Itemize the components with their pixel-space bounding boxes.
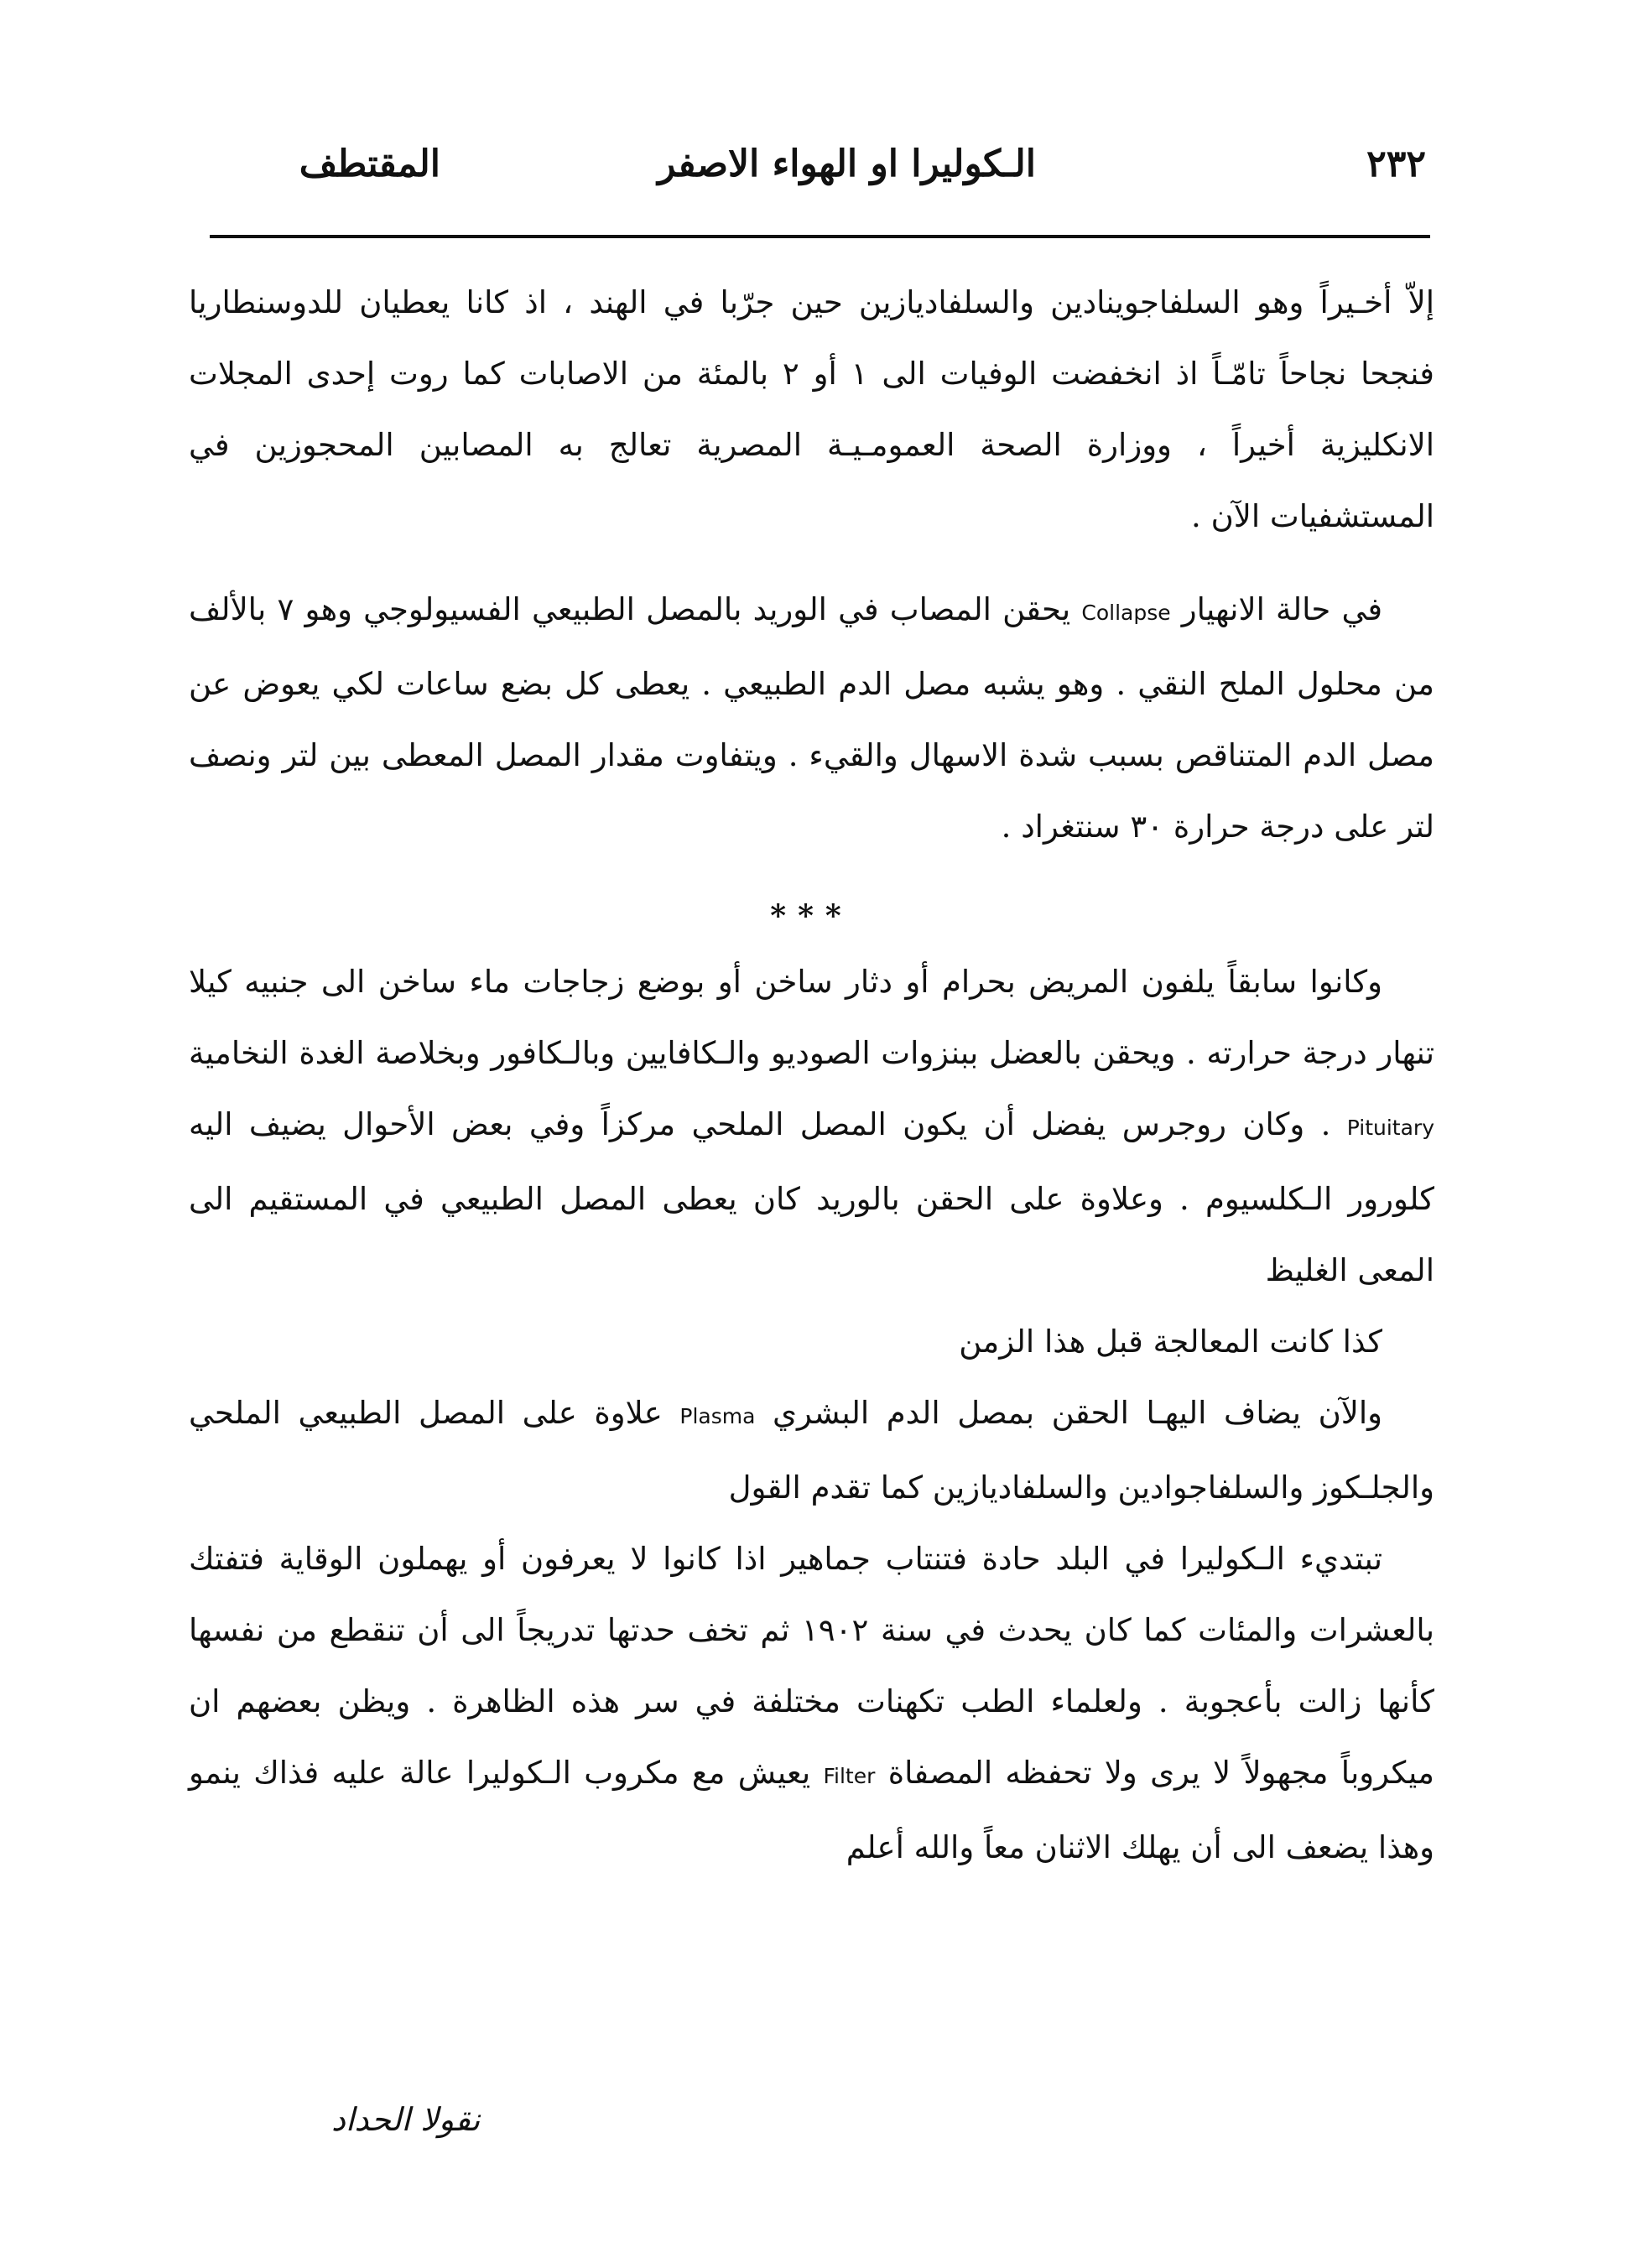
section-separator: *** (770, 898, 853, 934)
latin-term-filter: Filter (823, 1764, 876, 1788)
paragraph-6 (189, 1523, 1434, 1883)
latin-term-pituitary: Pituitary (1346, 1116, 1434, 1140)
paragraph-5-text-end: علاوة على المصل الطبيعي الملحي والجلـكوز والسلفاجوادين والسلفاديازين كما تقدم القول (189, 1395, 1434, 1506)
latin-term-plasma: Plasma (679, 1404, 756, 1428)
paragraph-6-text-start: تبتديء الـكوليرا في البلد حادة فتنتاب جماهير اذا كانوا لا يعرفون أو يهملون الوقاية فتفتك بالعشرات والمئات كما كان يحدث في سنة ١٩٠٢ ثم تخف حدتها تدريجاً الى أن تنقطع من نفسها كأنها زالت بأعجوبة . ولعلماء الطب تكهنات مختلفة في سر هذه الظاهرة . ويظن بعضهم ان ميكروباً مجهولاً لا يرى ولا تحفظه المصفاة (189, 1541, 1434, 1791)
journal-name: المقتطف (299, 143, 440, 185)
header-rule (210, 235, 1430, 238)
paragraph-1: إلاّ أخـيراً وهو السلفاجوينادين والسلفاديازين حين جرّبا في الهند ، اذ كانا يعطيان للدوسنطاريا فنجحا نجاحاً تامّـاً اذ انخفضت الوفيات الى ١ أو ٢ بالمئة من الاصابات كما روت إحدى المجلات الانكليزية أخيراً ، ووزارة الصحة العمومـيـة المصرية تعالج به المصابين المحجوزين في المستشفيات الآن . (189, 284, 1434, 534)
paragraph-2 (189, 574, 1434, 862)
paragraph-3 (189, 946, 1434, 1306)
page-number: ٢٣٢ (1366, 143, 1426, 185)
author-signature: نقولا الحداد (331, 2101, 481, 2138)
paragraph-4: كذا كانت المعالجة قبل هذا الزمن (959, 1324, 1382, 1360)
article-title: الـكوليرا او الهواء الاصفر (658, 143, 1036, 185)
paragraph-5-text-start: والآن يضاف اليهـا الحقن بمصل الدم البشري (755, 1395, 1382, 1431)
paragraph-3-text-start: وكانوا سابقاً يلفون المريض بحرام أو دثار ساخن أو بوضع زجاجات ماء ساخن الى جنبيه كيلا تنهار درجة حرارته . ويحقن بالعضل ببنزوات الصوديو والـكافايين وبالـكافور وبخلاصة الغدة النخامية (189, 964, 1434, 1071)
paragraph-2-text-start: في حالة الانهيار (1170, 591, 1383, 627)
paragraph-5 (189, 1377, 1434, 1523)
paragraph-3-text-end: . وكان روجرس يفضل أن يكون المصل الملحي مركزاً وفي بعض الأحوال يضيف اليه كلورور الـكلسيوم . وعلاوة على الحقن بالوريد كان يعطى المصل الطبيعي في المستقيم الى المعى الغليظ (189, 1106, 1434, 1288)
latin-term-collapse: Collapse (1081, 601, 1171, 625)
page-header (189, 143, 1426, 210)
article-body (189, 267, 1434, 1883)
paragraph-2-text-end: يحقن المصاب في الوريد بالمصل الطبيعي الفسيولوجي وهو ٧ بالألف من محلول الملح النقي . وهو يشبه مصل الدم الطبيعي . يعطى كل بضع ساعات لكي يعوض عن مصل الدم المتناقص بسبب شدة الاسهال والقيء . ويتفاوت مقدار المصل المعطى بين لتر ونصف لتر على درجة حرارة ٣٠ سنتغراد . (189, 591, 1434, 845)
paragraph-6-text-end: يعيش مع مكروب الـكوليرا عالة عليه فذاك ينمو وهذا يضعف الى أن يهلك الاثنان معاً والله أعلم (189, 1755, 1434, 1865)
